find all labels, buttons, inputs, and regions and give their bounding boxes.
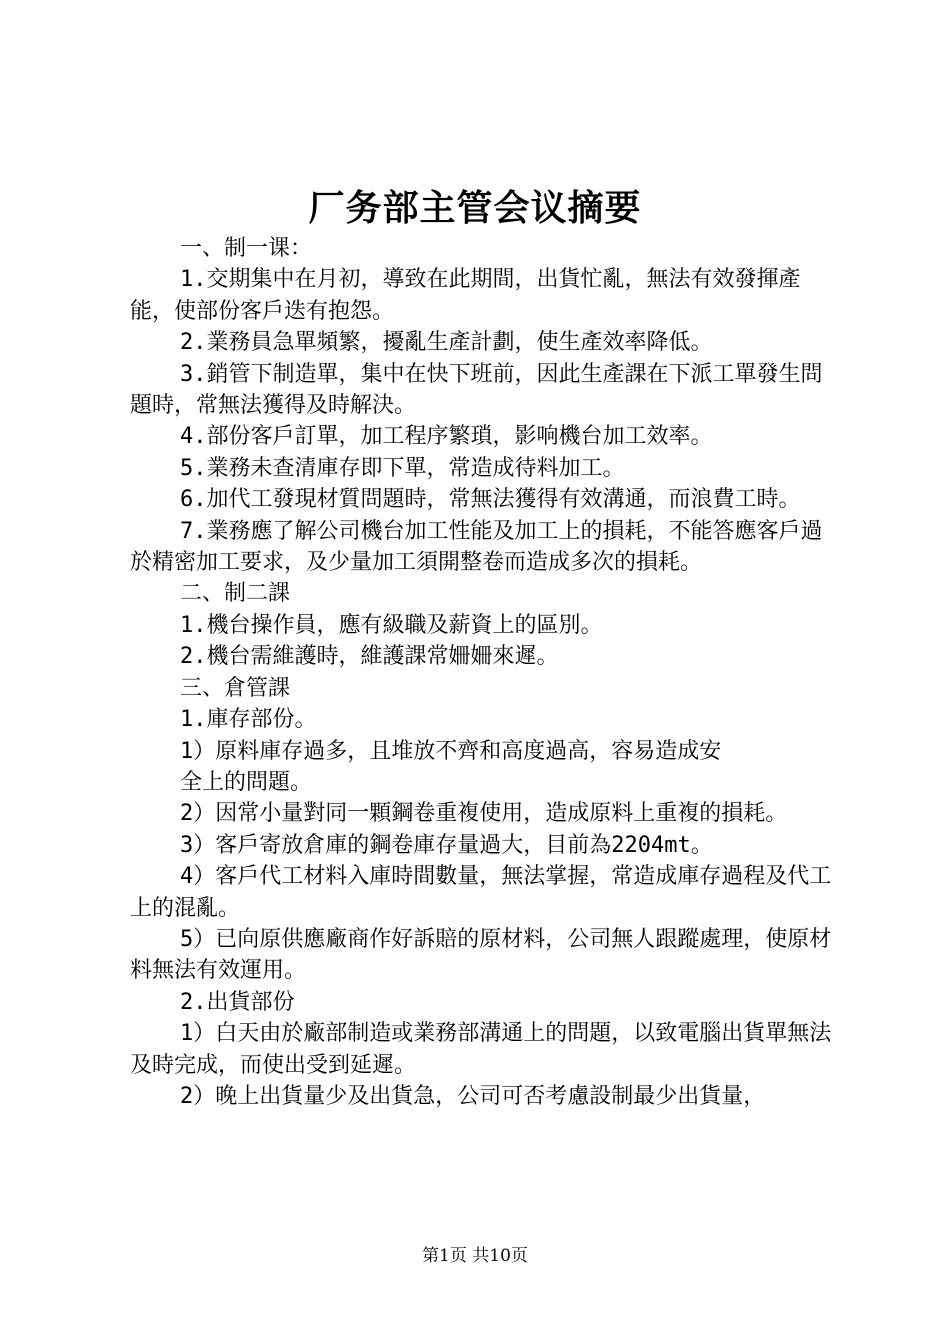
paragraph: 3）客戶寄放倉庫的鋼卷庫存量過大，目前為2204mt。: [180, 832, 713, 858]
paragraph: 1.交期集中在月初，導致在此期間，出貨忙亂，無法有效發揮產能，使部份客戶迭有抱怨。: [130, 267, 801, 324]
paragraph: 6.加代工發現材質問題時，常無法獲得有效溝通，而浪費工時。: [180, 487, 801, 513]
page-footer: 第1页 共10页: [422, 1246, 528, 1266]
paragraph: 5.業務未查清庫存即下單，常造成待料加工。: [180, 455, 625, 481]
paragraph: 5）已向原供應廠商作好訴賠的原材料，公司無人跟蹤處理，使原材料無法有效運用。: [130, 926, 832, 984]
page-title: 厂务部主管会议摘要: [308, 187, 642, 229]
subsection-heading: 2.出貨部份: [180, 989, 295, 1015]
paragraph: 1）原料庫存過多，且堆放不齊和高度過高，容易造成安: [180, 738, 722, 764]
paragraph: 3.銷管下制造單，集中在快下班前，因此生產課在下派工單發生問題時，常無法獲得及時解決。: [130, 361, 823, 419]
paragraph: 4）客戶代工材料入庫時間數量，無法掌握，常造成庫存過程及代工上的混亂。: [130, 864, 832, 921]
paragraph-continuation: 全上的問題。: [180, 769, 313, 795]
paragraph: 2）因常小量對同一顆鋼卷重複使用，造成原料上重複的損耗。: [180, 801, 788, 827]
paragraph: 1.機台操作員，應有級職及薪資上的區別。: [180, 612, 603, 638]
section-heading: 一、制一课：: [180, 236, 313, 261]
section-heading: 三、倉管課: [180, 675, 291, 701]
section-heading: 二、制二課: [180, 581, 291, 607]
subsection-heading: 1.庫存部份。: [180, 707, 317, 733]
paragraph: 1）白天由於廠部制造或業務部溝通上的問題，以致電腦出貨單無法及時完成，而使出受到延遲。: [130, 1021, 832, 1078]
paragraph: 2.機台需維護時，維護課常姍姍來遲。: [180, 644, 559, 670]
paragraph: 7.業務應了解公司機台加工性能及加工上的損耗，不能答應客戶過於精密加工要求，及少量加工須開整卷而造成多次的損耗。: [130, 518, 823, 576]
paragraph: 2）晚上出貨量少及出貨急，公司可否考慮設制最少出貨量，: [180, 1083, 766, 1109]
paragraph: 2.業務員急單頻繁，擾亂生產計劃，使生產效率降低。: [180, 330, 713, 356]
document-body: [130, 233, 835, 1112]
paragraph: 4.部份客戶訂單，加工程序繁瑣，影响機台加工效率。: [180, 424, 713, 450]
